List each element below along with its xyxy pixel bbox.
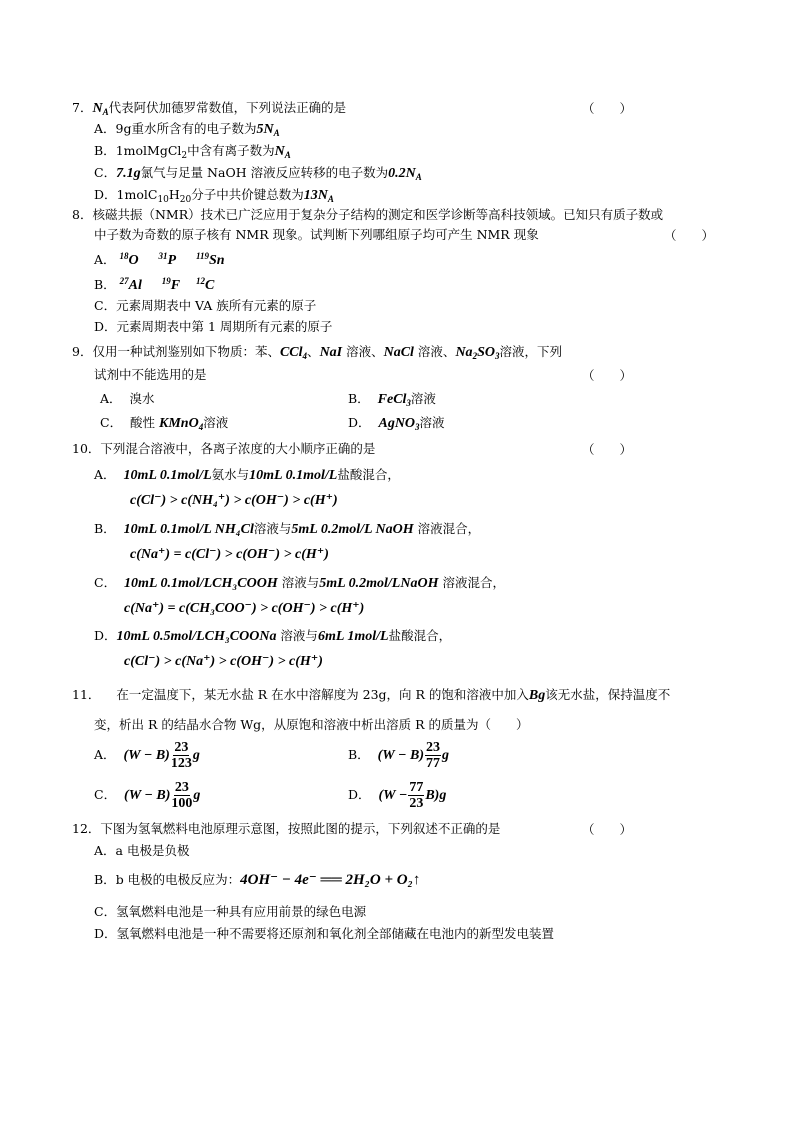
q7-option-c: C．7.1g氯气与足量 NaOH 溶液反应转移的电子数为$0.2N_A$ [94, 165, 422, 182]
q10-option-d: D．10mL 0.5mol/LCH₃COONa 溶液与6mL 1mol/L盐酸混合， [94, 628, 452, 644]
q9-option-c: C． 酸性 KMnO$_4$溶液 [100, 415, 229, 432]
q11-b-fraction: $\frac{23}{77}$ [425, 740, 440, 771]
q12-option-a: A．a 电极是负极 [94, 843, 190, 858]
q8-option-c: C．元素周期表中 VA 族所有元素的原子 [94, 298, 317, 313]
q9-stem-line2: 试剂中不能选用的是 [94, 367, 207, 382]
q7-answer-paren: （ ） [582, 101, 633, 116]
q11-option-a: A． (W − B) $\frac{23}{123}$ g [94, 740, 200, 771]
q7-option-a: A．9g重水所含有的电子数为$5N_A$ [94, 121, 280, 138]
q12-option-b: B．b 电极的电极反应为：4OH⁻ − 4e⁻ ══ 2H₂O + O₂↑ [94, 872, 421, 888]
q10-option-a-equation: c(Cl⁻) > c(NH₄⁺) > c(OH⁻) > c(H⁺) [130, 493, 338, 508]
q12-answer-paren: （ ） [582, 822, 633, 837]
q11-stem-line2: 变，析出 R 的结晶水合物 Wg，从原饱和溶液中析出溶质 R 的质量为（ ） [94, 717, 529, 732]
q10-option-a: A． 10mL 0.1mol/L氨水与10mL 0.1mol/L盐酸混合， [94, 467, 400, 483]
q11-option-d: D． (W − $\frac{77}{23}$ B)g [348, 780, 447, 811]
q7-option-d: D．$1molC_{10}H_{20}$分子中共价键总数为$13N_A$ [94, 187, 334, 205]
q12-stem: 12．下图为氢氧燃料电池原理示意图，按照此图的提示，下列叙述不正确的是 [72, 821, 501, 836]
q8-option-a: A． $^{18}$O $^{31}$P $^{119}$Sn [94, 251, 225, 268]
q11-d-fraction: $\frac{77}{23}$ [409, 780, 424, 811]
q10-option-b-equation: c(Na⁺) = c(Cl⁻) > c(OH⁻) > c(H⁺) [130, 547, 329, 562]
q10-option-c-equation: c(Na⁺) = c(CH₃COO⁻) > c(OH⁻) > c(H⁺) [124, 601, 365, 616]
q11-stem-line1: 11． 在一定温度下，某无水盐 R 在水中溶解度为 23g，向 R 的饱和溶液中加入Bg该无水盐，保持温度不 [72, 687, 671, 703]
q10-option-d-equation: c(Cl⁻) > c(Na⁺) > c(OH⁻) > c(H⁺) [124, 654, 323, 669]
q9-option-d: D． AgNO$_3$溶液 [348, 415, 445, 432]
q10-option-b: B． 10mL 0.1mol/L NH₄Cl溶液与5mL 0.2mol/L NaOH 溶液混合， [94, 521, 481, 537]
q11-a-fraction: $\frac{23}{123}$ [170, 740, 192, 771]
q10-option-c: C． 10mL 0.1mol/LCH₃COOH 溶液与5mL 0.2mol/LNaOH 溶液混合， [94, 575, 505, 591]
q11-option-c: C． (W − B) $\frac{23}{100}$ g [94, 780, 201, 811]
q10-answer-paren: （ ） [582, 442, 633, 457]
q9-option-a: A． 溴水 [100, 391, 155, 406]
q11-c-fraction: $\frac{23}{100}$ [171, 780, 193, 811]
q9-option-b: B． FeCl$_3$溶液 [348, 391, 436, 408]
q7-stem: 7．$N_A$代表阿伏加德罗常数值，下列说法正确的是 [72, 100, 347, 117]
q8-stem-line2: 中子数为奇数的原子核有 NMR 现象。试判断下列哪组原子均可产生 NMR 现象 [94, 227, 539, 242]
q12-option-c: C．氢氧燃料电池是一种具有应用前景的绿色电源 [94, 904, 367, 919]
q7-option-b: B．1molMgCl$_2$中含有离子数为$N_A$ [94, 143, 291, 161]
q12-option-d: D．氢氧燃料电池是一种不需要将还原剂和氧化剂全部储藏在电池内的新型发电装置 [94, 926, 555, 941]
q9-stem-line1: 9．仅用一种试剂鉴别如下物质：苯、CCl$_4$、NaI 溶液、NaCl 溶液、$Na_2SO_3$溶液，下列 [72, 344, 562, 361]
q8-stem-line1: 8．核磁共振（NMR）技术已广泛应用于复杂分子结构的测定和医学诊断等高科技领域。已知只有质子数或 [72, 207, 664, 222]
q10-stem: 10．下列混合溶液中，各离子浓度的大小顺序正确的是 [72, 441, 376, 456]
q8-option-b: B． $^{27}$Al $^{19}$F $^{12}$C [94, 276, 215, 293]
q8-answer-paren: （ ） [664, 228, 715, 243]
q11-option-b: B． (W − B) $\frac{23}{77}$ g [348, 740, 449, 771]
q8-option-d: D．元素周期表中第 1 周期所有元素的原子 [94, 319, 333, 334]
q9-answer-paren: （ ） [582, 368, 633, 383]
